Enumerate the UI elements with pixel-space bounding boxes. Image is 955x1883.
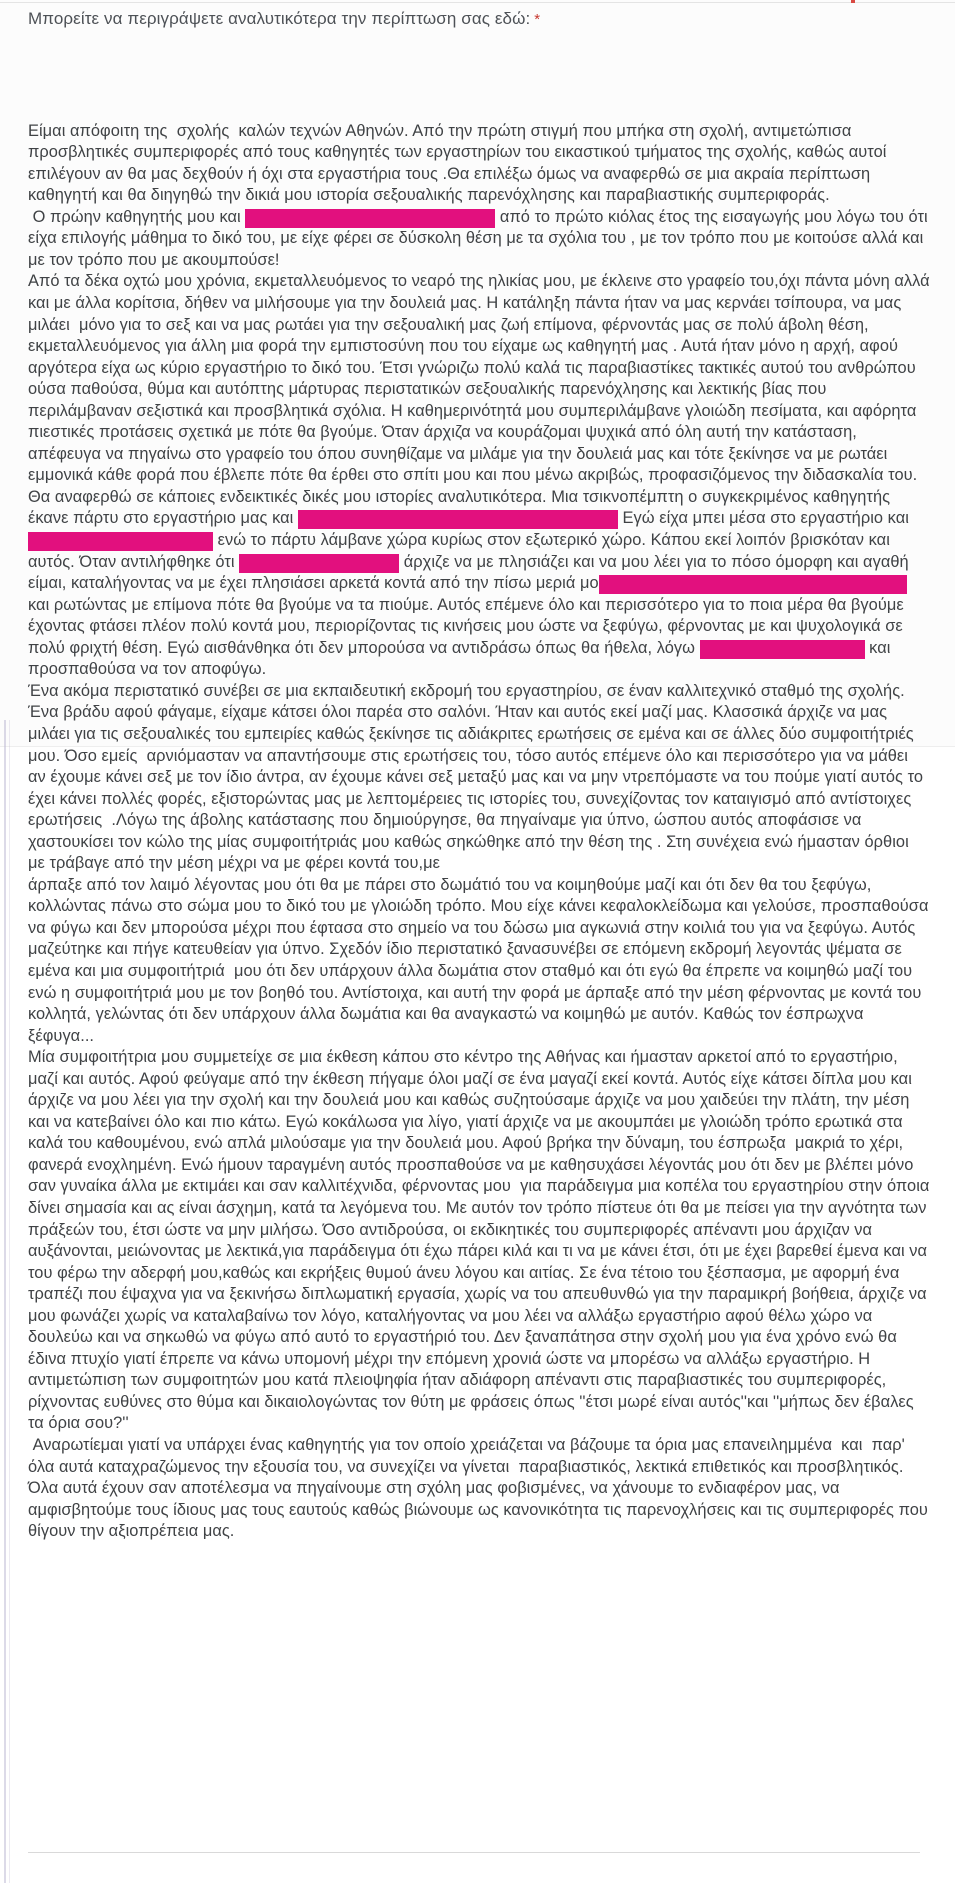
long-answer-field[interactable] <box>28 56 935 1543</box>
required-asterisk: * <box>534 11 541 28</box>
answer-field-underline <box>28 1852 920 1853</box>
answer-paragraph: Είμαι απόφοιτη της σχολής καλών τεχνών Αθηνών. Από την πρώτη στιγμή που μπήκα στη σχολή, αντιμετώπισα προσβλητικές συμπεριφορές από τους καθηγητές των εργαστηρίων του εικαστικού τμήματος της σχολής, καθώς αυτοί επιλέγουν αν θα μας δεχθούν ή όχι στα εργαστήρια τους .Θα επιλέξω όμως να αναφερθώ σε μια ακραία περίπτωση καθηγητή και θα διηγηθώ την δικιά μου ιστορία σεξουαλικής παρενόχλησης και παραβιαστικής συμπεριφοράς. <box>28 121 892 205</box>
answer-paragraph: Ο πρώην καθηγητής μου και από το πρώτο κιόλας έτος της εισαγωγής μου λόγω του ότι είχα επιλογής μάθημα το δικό του, με είχε φέρει σε δύσκολη θέση με τα σχόλια του , με τον τρόπο που με κοιτούσε αλλά και με τον τρόπο που με ακουμπούσε! <box>28 207 933 269</box>
answer-paragraph: Αναρωτίεμαι γιατί να υπάρχει ένας καθηγητής για τον οποίο χρειάζεται να βάζουμε τα όρια μας επανειλημμένα και παρ' όλα αυτά καταχραζώμενος την εξουσία του, να συνεχίζει να γίνεται παραβιαστικός, λεκτικά επιθετικός και προσβλητικός. Όλα αυτά έχουν σαν αποτέλεσμα να πηγαίνουμε στη σχόλη μας φοβισμένες, να χάνουμε το ενδιαφέρον μας, να αμφισβητούμε τους ίδιους μας τους εαυτούς καθώς βιώνουμε ως κανονικότητα τις παρενοχλήσεις και τις συμπεριφορές που θίγουν την αξιοπρέπεια μας. <box>28 1436 933 1541</box>
answer-paragraph: Από τα δέκα οχτώ μου χρόνια, εκμεταλλευόμενος το νεαρό της ηλικίας μου, με έκλεινε στο γραφείο του,όχι πάντα μόνη αλλά και με άλλα κορίτσια, δήθεν να μιλήσουμε για την δουλειά μας. Η κατάληξη πάντα ήταν να μας κερνάει τσίπουρα, να μας μιλάει μόνο για το σεξ και να μας ρωτάει για την σεξουαλική μας ζωή επίμονα, φέρνοντάς μας σε πολύ άβολη θέση, εκμεταλλευόμενος για άλλη μια φορά την εμπιστοσύνη που του είχαμε ως καθηγητή μας . Αυτά ήταν μόνο η αρχή, αφού αργότερα είχα ως κύριο εργαστήριο το δικό του. Έτσι γνώριζω πολύ καλά τις παραβιαστίκες τακτικές αυτού του ανθρώπου ούσα παθούσα, θύμα και αυτόπτης μάρτυρας περιστατικών σεξουαλικής παρενόχλησης και λεκτικής βίας που περιλάμβαναν σεξιστικά και προσβλητικά σχόλια. Η καθημερινότητά μου συμπεριλάμβανε γλοιώδη πεσίματα, και αφόρητα πιεστικές προτάσεις σχετικά με πότε θα βγούμε. Όταν άρχιζα να κουράζομαι ψυχικά από όλη αυτή την κατάσταση, απέφευγα να πηγαίνω στο γραφείο του όπου συνηθίζαμε να μιλάμε για την δουλειά μας και τότε ξεκίνησε να με ρωτάει εμμονικά κάθε φορά που έβλεπε πότε θα έρθει στο σπίτι μου και που μένω ακριβώς, προφασιζόμενος την διδασκαλία του. <box>28 272 935 485</box>
answer-paragraph: Μία συμφοιτήτρια μου συμμετείχε σε μια έκθεση κάπου στο κέντρο της Αθήνας και ήμασταν αρκετοί από το εργαστήριο, μαζί και αυτός. Αφού φεύγαμε από την έκθεση πήγαμε όλοι μαζί σε ένα μαγαζί εκεί κοντά. Αυτός είχε κάτσει δίπλα μου και άρχιζε να μου λέει για την σχολή και την δουλειά μου και καθώς συζητούσαμε άρχιζε να μου χαιδεύει την πλάτη, την μέση και να κατεβαίνει όλο και πιο κάτω. Εγώ κοκάλωσα για λίγο, γιατί άρχιζε να με ακουμπάει με γλοιώδη τρόπο ερωτικά στα καλά του καθουμένου, ενώ απλά μιλούσαμε για την δουλειά μου. Αφού βρήκα την δύναμη, του έσπρωξα μακριά το χέρι, φανερά ενοχλημένη. Ενώ ήμουν ταραγμένη αυτός προσπαθούσε να με καθησυχάσει λέγοντάς μου ότι δεν με βλέπει μόνο σαν γυναίκα άλλα με εκτιμάει και σαν καλλιτέχνιδα, φέρνοντας μου για παράδειγμα μια κοπέλα του εργαστηρίου στην όποια δίνει σημασία και ας είναι άσχημη, κατά τα λεγόμενα του. Με αυτόν τον τρόπο πίστευε ότι θα με πείσει για την αγνότητα των πράξεών του, έτσι ώστε να μην μιλήσω. Όσο αντιδρούσα, οι εκδικητικές του συμπεριφορές απέναντι μου άρχιζαν να αυξάνονται, μειώνοντας με λεκτικά,για παράδειγμα ότι έχω πάρει κιλά και τι να με κάνει έτσι, ότι με έχει βαρεθεί έμενα και να του φέρω την αδερφή μου,καθώς και εκρήξεις θυμού άνευ λόγου και αιτίας. Σε ένα τέτοιο του ξέσπασμα, με αφορμή ένα τραπέζι που έψαχνα για να ξεκινήσω διπλωματική εργασία, χωρίς να του απευθυνθώ για την παραμικρή βοήθεια, άρχιζε να μου φωνάζει χωρίς να καταλαβαίνω τον λόγο, καταλήγοντας να μου λέει να αλλάξω εργαστήριο αφού θέλω χώρο να δουλεύω και να σηκωθώ να φύγω από αυτό το εργαστήριό του. Δεν ξαναπάτησα στην σχολή μου για ένα χρόνο ενώ θα έδινα πτυχίο γιατί έπρεπε να κάνω υπομονή μέχρι την επόμενη χρονιά ώστε να μπορέσω να αλλάξω εργαστήριο. Η αντιμετώπιση των συμφοιτητών μου κατά πλειοψηφία ήταν αδιάφορη απέναντι στις παραβιαστικές του συμπεριφορές, ρίχνοντας ευθύνες στο θύμα και δικαιολογώντας τον θύτη με φράσεις όπως ''έτσι μωρέ είναι αυτός''και ''μήπως δεν έβαλες τα όρια σου?'' <box>28 1048 935 1433</box>
redaction-bar <box>599 575 907 594</box>
screenshot-seam-top <box>0 2 955 3</box>
question-label-text: Μπορείτε να περιγράψετε αναλυτικότερα την περίπτωση σας εδώ: <box>28 9 531 28</box>
screenshot-seam-left-2 <box>9 720 10 1883</box>
answer-paragraph: άρπαξε από τον λαιμό λέγοντας μου ότι θα με πάρει στο δωμάτιό του να κοιμηθούμε μαζί και ότι δεν θα του ξεφύγω, κολλώντας πάνω στο σώμα μου το δικό του με γλοιώδη τρόπο. Μου είχε κάνει κεφαλοκλείδωμα και γελούσε, προσπαθούσα να φύγω και δεν μπορούσα μέχρι που έφτασα στο σημείο να του δώσω μια αγκωνιά στην κοιλιά του για να ξεφύγω. Αυτός μαζεύτηκε και πήγε κατευθείαν για ύπνο. Σχεδόν ίδιο περιστατικό ξανασυνέβει σε επόμενη εκδρομή λεγοντάς ψέματα σε εμένα και μια συμφοιτήτριά μου ότι δεν υπάρχουν άλλα δωμάτια στον σταθμό και ότι εγώ θα έπρεπε να κοιμηθώ μαζί του ενώ η συμφοιτήτριά μου με τον βοηθό του. Αντίστοιχα, και αυτή την φορά με άρπαξε από την μέση φέρνοντας με κοντά του κολλητά, γελώντας ότι δεν υπάρχουν άλλα δωμάτια και θα αναγκαστώ να κοιμηθώ με αυτόν. Καθώς τον έσπρωχνα ξέφυγα... <box>28 875 934 1045</box>
screenshot-seam-left <box>4 720 6 1883</box>
redaction-bar <box>700 640 865 659</box>
redaction-bar <box>239 554 399 573</box>
redaction-bar <box>245 209 495 228</box>
answer-paragraph: Θα αναφερθώ σε κάποιες ενδεικτικές δικές μου ιστορίες αναλυτικότερα. Μια τσικνοπέμπτη ο συγκεκριμένος καθηγητής έκανε πάρτυ στο εργαστήριο μας και Εγώ είχα μπει μέσα στο εργαστήριο και ενώ το πάρτυ λάμβανε χώρα κυρίως στον εξωτερικό χώρο. Κάπου εκεί λοιπόν βρισκόταν και αυτός. Όταν αντιλήφθηκε ότι άρχιζε να με πλησιάζει και να μου λέει για το πόσο όμορφη και αγαθή είμαι, καταλήγοντας να με έχει πλησιάσει αρκετά κοντά από την πίσω μεριά μο και ρωτώντας με επίμονα πότε θα βγούμε να τα πιούμε. Αυτός επέμενε όλο και περισσότερο για το ποια μέρα θα βγούμε έχοντας φτάσει πλέον πολύ κοντά μου, περιορίζοντας τις κινήσεις μου ώστε να ξεφύγω, φέρνοντας με και ψυχολογικά σε πολύ φριχτή θέση. Εγώ αισθάνθηκα ότι δεν μπορούσα να αντιδράσω όπως θα ήθελα, λόγω και προσπαθούσα να τον αποφύγω. <box>28 487 914 679</box>
red-artifact-dot <box>851 0 855 3</box>
answer-paragraph: Ένα ακόμα περιστατικό συνέβει σε μια εκπαιδευτική εκδρομή του εργαστηρίου, σε έναν καλλιτεχνικό σταθμό της σχολής. Ένα βράδυ αφού φάγαμε, είχαμε κάτσει όλοι παρέα στο σαλόνι. Ήταν και αυτός εκεί μαζί μας. Κλασσικά άρχιζε να μας μιλάει για τις σεξουαλικές του εμπειρίες καθώς ξεκίνησε τις αδιάκριτες ερωτήσεις σε εμένα και σε άλλες δύο συμφοιτήτριές μου. Όσο εμείς αρνιόμασταν να απαντήσουμε στις ερωτήσεις του, τόσο αυτός επέμενε όλο και περισσότερο για να μάθει αν έχουμε κάνει σεξ με τον ίδιο άντρα, αν έχουμε κάνει σεξ μεταξύ μας και να μην ντρεπόμαστε να του πούμε γιατί αυτός το έχει κάνει πολλές φορές, εξιστορώντας μας με λεπτομέρειες τις ιστορίες του, συνεχίζοντας τον καταιγισμό από αντίστοιχες ερωτήσεις .Λόγω της άβολης κατάστασης που δημιούργησε, θα πηγαίναμε για ύπνο, ώσπου αυτός αποφάσισε να χαστουκίσει τον κώλο της μίας συμφοιτήτριάς μου καθώς σηκώθηκε από την θέση της . Στη συνέχεια ενώ ήμασταν όρθιοι με τράβαγε από την μέση μέχρι να με φέρει κοντά του,με <box>28 681 928 873</box>
redaction-bar <box>28 532 213 551</box>
redaction-bar <box>298 510 618 529</box>
question-label <box>28 8 928 31</box>
